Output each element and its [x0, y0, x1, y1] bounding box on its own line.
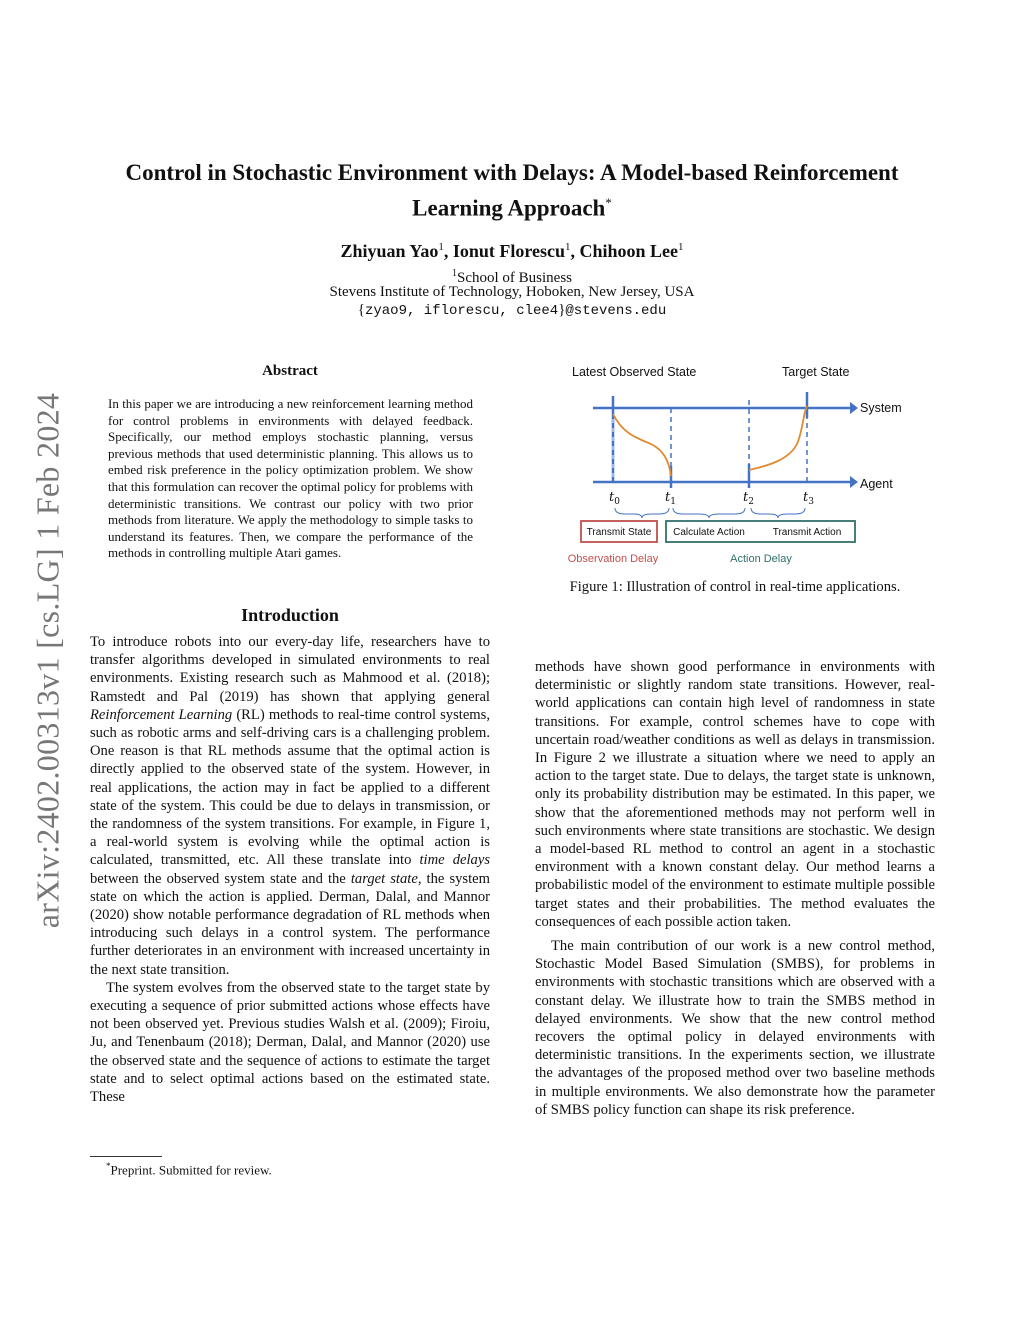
label-agent: Agent: [860, 477, 893, 491]
label-action-delay: Action Delay: [730, 553, 792, 565]
affiliation-mark: 1: [451, 268, 457, 279]
footnote-mark: *: [106, 1161, 111, 1171]
intro-text: To introduce robots into our every-day life, researchers have to transfer algorithms developed in simulated environments to real environments. Existing research such as Mahmood et al. (2018); Ramstedt and Pal (2019) has shown that applying general: [90, 634, 490, 705]
email-brace-open: {: [357, 302, 365, 318]
label-latest-observed-state: Latest Observed State: [572, 365, 697, 379]
title-line-1: Control in Stochastic Environment with Delays: A Model-based Reinforcement: [125, 160, 899, 185]
agent-arrowhead: [850, 476, 858, 488]
arxiv-identifier: [18, 360, 74, 970]
paper-title: [80, 158, 944, 224]
timeline-diagram: [545, 356, 935, 576]
intro-emphasis: Reinforcement Learning: [90, 706, 233, 723]
author-affil-mark: 1: [678, 241, 684, 253]
intro-text: (RL) methods to real-time control systems, such as robotic arms and self-driving cars is a challenging problem. One reason is that RL methods assume that the optimal action is directly applied to the observed state of the system. However, in real applications, the action may in fact be applied to a different state of the system. This could be due to delays in transmission, or the randomness of the system transitions. For example, in Figure 1, a real-world system is evolving while the optimal action is calculated, transmitted, etc. All these translate into: [90, 706, 490, 869]
right-paragraph-2: The main contribution of our work is a new control method, Stochastic Model Based Simulation (SMBS), for problems in environments with stochastic transitions which are observed with a constant delay. We illustrate how to train the SMBS method in delayed environments. We show that the new control method recovers the optimal policy in delayed environments with deterministic transitions. In the experiments section, we illustrate the advantages of the proposed method over two baseline methods in multiple environments. We also demonstrate how the parameter of SMBS policy function can shape its risk preference.: [535, 938, 935, 1118]
author-name: Chihoon Lee: [579, 241, 679, 261]
email-brace-close: }: [558, 302, 566, 318]
label-t1: $t_1$: [665, 490, 676, 507]
affiliation-institute: Stevens Institute of Technology, Hoboken, New Jersey, USA: [329, 284, 695, 300]
system-arrowhead: [850, 402, 858, 414]
figure-1-caption: Figure 1: Illustration of control in real-time applications.: [569, 579, 901, 595]
introduction-heading: Introduction: [241, 605, 339, 625]
footnote: [106, 1161, 272, 1178]
box-transmit-state-label: Transmit State: [586, 527, 652, 538]
label-target-state: Target State: [782, 365, 850, 379]
box-calculate-action-label: Calculate Action: [673, 527, 745, 538]
abstract-text: In this paper we are introducing a new reinforcement learning method for control problems in environments with delayed feedback. Specifically, our method employs stochastic planning, versus previous methods that used deterministic planning. This allows us to embed risk preference in the policy optimization problem. We show that this formulation can recover the optimal policy for problems with deterministic transitions. We contrast our policy with two prior methods from literature. We apply the methodology to simple tasks to understand its features. Then, we compare the performance of the methods in controlling multiple Atari games.: [108, 396, 473, 561]
author-separator: ,: [443, 241, 453, 261]
observation-transition-curve: [613, 414, 671, 476]
author-affil-mark: 1: [438, 241, 444, 253]
arxiv-identifier-text: arXiv:2402.00313v1 [cs.LG] 1 Feb 2024: [29, 392, 66, 929]
brace-observation: [615, 508, 669, 518]
right-column-body: [535, 658, 935, 1119]
intro-text: between the observed system state and the: [90, 870, 351, 887]
author-name: Zhiyuan Yao: [340, 241, 439, 261]
author-emails: [80, 301, 944, 321]
affiliation-school-text: School of Business: [456, 270, 572, 286]
intro-paragraph-1: [90, 633, 490, 979]
email-domain: @stevens.edu: [565, 303, 667, 319]
introduction-body: [90, 633, 490, 1106]
intro-text: , the system state on which the action is applied. Derman, Dalal, and Mannor (2020) show notable performance degradation of RL methods when introducing such delays in a control system. The performance further deteriorates in an environment with increased uncertainty in the next state transition.: [90, 870, 490, 978]
intro-emphasis: target state: [350, 870, 418, 887]
label-t0: $t_0$: [609, 490, 620, 507]
footnote-rule: [90, 1156, 162, 1157]
title-footnote-mark: *: [605, 195, 612, 210]
figure-1-diagram: [545, 356, 935, 576]
label-t2: $t_2$: [743, 490, 754, 507]
right-paragraph-1: methods have shown good performance in environments with deterministic or slightly random state transitions. However, real-world applications can contain high level of randomness in state transitions. For example, control schemes have to cope with uncertain road/weather conditions as well as delays in transmission. In Figure 2 we illustrate a situation where we need to apply an action to the target state. Due to delays, the target state is unknown, only its probability distribution may be estimated. In this paper, we show that the aforementioned methods may not perform well in such environments where state transitions are stochastic. We design a model-based RL method to control an agent in a stochastic environment with a known constant delay. Our method learns a probabilistic model of the environment to estimate multiple possible target states and their probabilities. The method evaluates the consequences of each possible action taken.: [535, 659, 935, 930]
author-name: Ionut Florescu: [452, 241, 566, 261]
intro-paragraph-2: The system evolves from the observed state to the target state by executing a sequence of prior submitted actions whose effects have not been observed yet. Previous studies Walsh et al. (2009); Firoiu, Ju, and Tenenbaum (2018); Derman, Dalal, and Mannor (2020) use the observed state and the sequence of actions to estimate the target state and to select optimal actions based on the estimated state. These: [90, 979, 490, 1106]
box-transmit-action-label: Transmit Action: [772, 527, 842, 538]
author-list: [80, 236, 944, 262]
footnote-text: Preprint. Submitted for review.: [110, 1162, 272, 1178]
label-t3: $t_3$: [803, 490, 814, 507]
title-line-2: Learning Approach: [412, 195, 606, 221]
intro-emphasis: time delays: [419, 852, 491, 869]
label-system: System: [860, 401, 902, 415]
label-observation-delay: Observation Delay: [567, 553, 659, 565]
brace-calculate: [673, 508, 745, 518]
author-affil-mark: 1: [565, 241, 571, 253]
action-transition-curve: [749, 406, 807, 470]
author-separator: ,: [570, 241, 580, 261]
brace-transmit-action: [751, 508, 805, 518]
abstract-heading: Abstract: [262, 363, 318, 379]
email-usernames: zyao9, iflorescu, clee4: [364, 303, 559, 319]
